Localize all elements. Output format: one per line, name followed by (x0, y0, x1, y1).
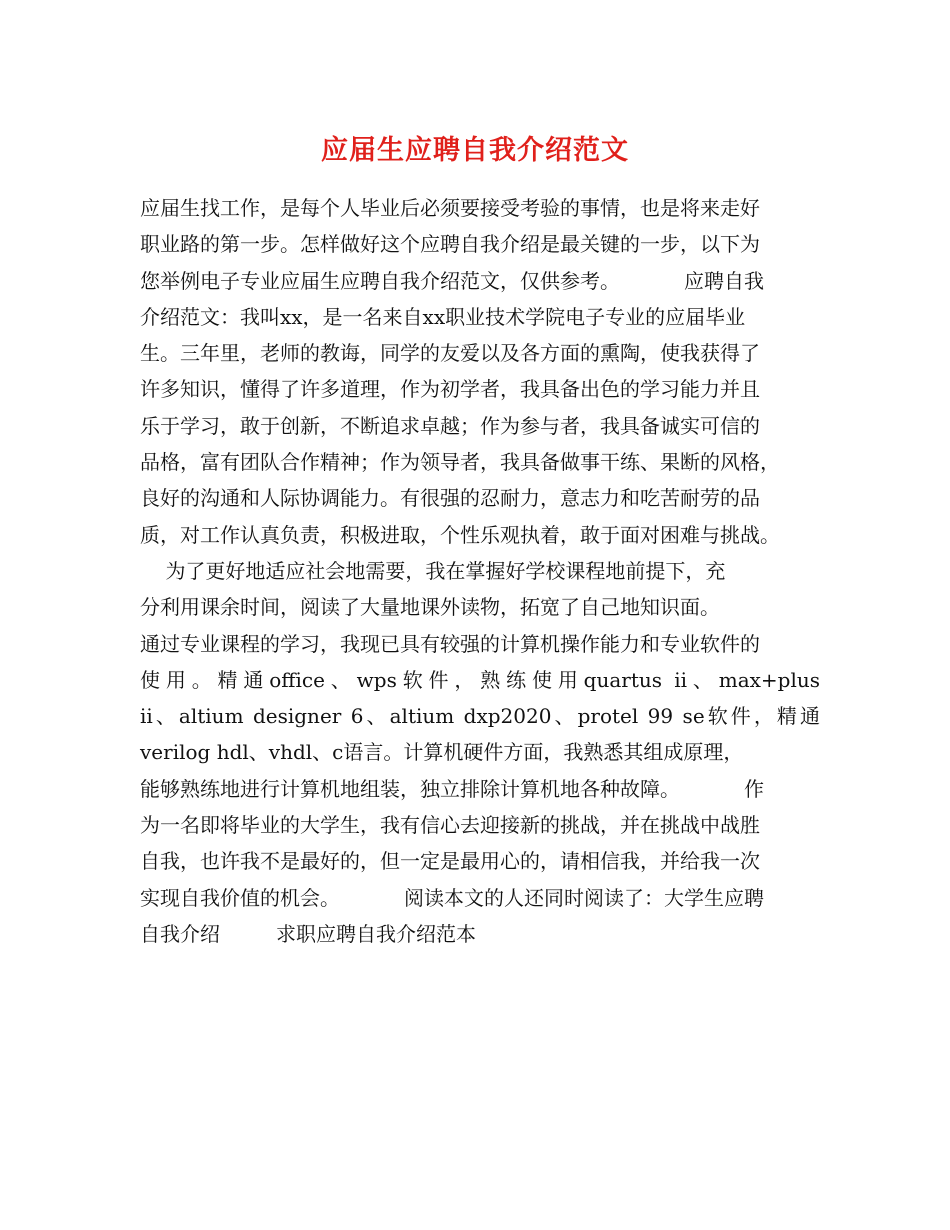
text-line: 为一名即将毕业的大学生，我有信心去迎接新的挑战，并在挑战中战胜 (140, 813, 760, 838)
text-line (140, 263, 820, 299)
text-line: 介绍范文：我叫xx，是一名来自xx职业技术学院电子专业的应届毕业 (140, 304, 746, 329)
text-line: 分利用课余时间，阅读了大量地课外读物，拓宽了自己地知识面。 (140, 595, 720, 620)
text-segment: 应聘自我 (684, 268, 764, 293)
text-line: 职业路的第一步。怎样做好这个应聘自我介绍是最关键的一步，以下为 (140, 232, 760, 257)
text-line (140, 553, 820, 589)
text-line: 使用。精通office、wps软件，熟练使用quartus ii、max+plus (140, 667, 820, 692)
text-line (140, 771, 820, 807)
text-line: 应届生找工作，是每个人毕业后必须要接受考验的事情，也是将来走好 (140, 196, 760, 220)
related-article-link: 求职应聘自我介绍范本 (276, 921, 476, 946)
text-segment: 作 (744, 776, 764, 801)
related-reading-lead: 阅读本文的人还同时阅读了：大学生应聘 (404, 885, 764, 910)
text-line: 通过专业课程的学习，我现已具有较强的计算机操作能力和专业软件的 (140, 631, 760, 656)
text-segment: 能够熟练地进行计算机地组装，独立排除计算机地各种故障。 (140, 776, 680, 801)
text-line: 乐于学习，敢于创新，不断追求卓越；作为参与者，我具备诚实可信的 (140, 413, 760, 438)
text-line: 品格，富有团队合作精神；作为领导者，我具备做事干练、果断的风格， (140, 450, 780, 475)
text-segment: 实现自我价值的机会。 (140, 885, 340, 910)
text-line (140, 916, 820, 952)
text-line: ii、altium designer 6、altium dxp2020、protel 99 se软件，精通 (140, 704, 820, 729)
document-body (140, 190, 820, 952)
text-line: 生。三年里，老师的教诲，同学的友爱以及各方面的熏陶，使我获得了 (140, 341, 760, 366)
text-segment: 为了更好地适应社会地需要，我在掌握好学校课程地前提下，充 (165, 558, 726, 583)
text-line: verilog hdl、vhdl、c语言。计算机硬件方面，我熟悉其组成原理， (140, 740, 744, 765)
text-line: 良好的沟通和人际协调能力。有很强的忍耐力，意志力和吃苦耐劳的品 (140, 486, 760, 511)
text-segment: 您举例电子专业应届生应聘自我介绍范文，仅供参考。 (140, 268, 620, 293)
text-line: 质，对工作认真负责，积极进取，个性乐观执着，敢于面对困难与挑战。 (140, 522, 780, 547)
related-article-link: 自我介绍 (140, 921, 220, 946)
document-title: 应届生应聘自我介绍范文 (321, 135, 629, 166)
text-line (140, 880, 820, 916)
text-line: 自我，也许我不是最好的，但一定是最用心的，请相信我，并给我一次 (140, 849, 760, 874)
text-line: 许多知识，懂得了许多道理，作为初学者，我具备出色的学习能力并且 (140, 377, 760, 402)
